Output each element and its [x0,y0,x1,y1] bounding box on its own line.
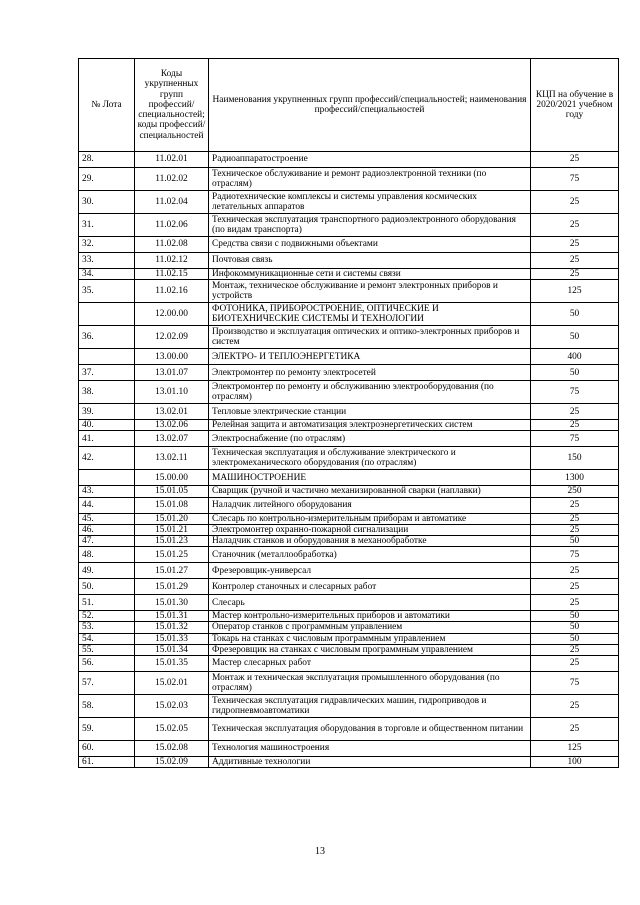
name-cell: МАШИНОСТРОЕНИЕ [209,470,531,486]
name-cell: Монтаж и техническая эксплуатация промышленного оборудования (по отраслям) [209,672,531,695]
lot-number-cell: 33. [79,253,135,269]
table-row [79,404,619,420]
kcp-cell: 25 [531,579,619,595]
name-cell: Монтаж, техническое обслуживание и ремонт электронных приборов и устройств [209,280,531,303]
code-cell: 15.01.34 [135,644,209,655]
page-number: 13 [315,846,325,857]
kcp-cell: 75 [531,381,619,404]
code-cell: 15.02.08 [135,741,209,757]
name-cell: Аддитивные технологии [209,757,531,768]
code-cell: 11.02.02 [135,168,209,191]
table-row [79,644,619,655]
table-row [79,420,619,431]
lot-number-cell: 60. [79,741,135,757]
code-cell: 13.01.07 [135,365,209,381]
kcp-cell: 50 [531,611,619,622]
code-cell: 13.02.01 [135,404,209,420]
name-cell: Сварщик (ручной и частично механизированной сварки (наплавки) [209,486,531,497]
code-cell: 15.01.05 [135,486,209,497]
table-row [79,524,619,535]
table-group-row [79,470,619,486]
kcp-cell: 50 [531,365,619,381]
table-row [79,447,619,470]
lot-number-cell: 37. [79,365,135,381]
kcp-cell: 75 [531,431,619,447]
kcp-cell: 25 [531,253,619,269]
name-cell: Технология машиностроения [209,741,531,757]
code-cell: 13.02.07 [135,431,209,447]
name-cell: Тепловые электрические станции [209,404,531,420]
code-cell: 11.02.06 [135,214,209,237]
kcp-cell: 50 [531,326,619,349]
code-cell: 15.01.21 [135,524,209,535]
lot-number-cell: 61. [79,757,135,768]
table-row [79,280,619,303]
lot-number-cell: 51. [79,595,135,611]
lot-number-cell: 41. [79,431,135,447]
code-cell: 11.02.01 [135,152,209,168]
code-cell: 15.01.20 [135,513,209,524]
lot-number-cell: 47. [79,536,135,547]
table-row [79,326,619,349]
kcp-cell: 125 [531,280,619,303]
lot-number-cell: 38. [79,381,135,404]
table-row [79,191,619,214]
code-cell: 15.02.09 [135,757,209,768]
name-cell: Радиотехнические комплексы и системы управления космических летательных аппаратов [209,191,531,214]
lot-number-cell: 56. [79,656,135,672]
header-codes: Коды укрупненных групп профессий/ специальностей; коды профессий/ специальностей [135,59,209,152]
table-group-row [79,303,619,326]
code-cell: 12.02.09 [135,326,209,349]
table-row [79,365,619,381]
table-row [79,152,619,168]
table-group-row [79,349,619,365]
code-cell: 15.01.25 [135,547,209,563]
kcp-cell: 25 [531,513,619,524]
lot-number-cell: 28. [79,152,135,168]
name-cell: Наладчик станков и оборудования в механообработке [209,536,531,547]
kcp-cell: 25 [531,718,619,741]
lot-number-cell: 31. [79,214,135,237]
table-row [79,741,619,757]
lot-number-cell: 30. [79,191,135,214]
name-cell: Производство и эксплуатация оптических и оптико-электронных приборов и систем [209,326,531,349]
table-row [79,695,619,718]
code-cell: 12.00.00 [135,303,209,326]
table-row [79,237,619,253]
lot-number-cell: 35. [79,280,135,303]
lot-number-cell: 52. [79,611,135,622]
lot-number-cell [79,303,135,326]
code-cell: 15.01.08 [135,497,209,513]
kcp-cell: 25 [531,152,619,168]
kcp-cell: 75 [531,168,619,191]
name-cell: Почтовая связь [209,253,531,269]
header-row [79,59,619,152]
header-kcp: КЦП на обучение в 2020/2021 учебном году [531,59,619,152]
header-names: Наименования укрупненных групп профессий/специальностей; наименования профессий/специальностей [209,59,531,152]
code-cell: 15.02.03 [135,695,209,718]
table-row [79,513,619,524]
code-cell: 11.02.12 [135,253,209,269]
kcp-cell: 25 [531,644,619,655]
kcp-cell: 25 [531,524,619,535]
code-cell: 15.01.27 [135,563,209,579]
lot-number-cell: 43. [79,486,135,497]
kcp-cell: 50 [531,303,619,326]
code-cell: 13.02.11 [135,447,209,470]
lot-number-cell: 50. [79,579,135,595]
lot-number-cell: 57. [79,672,135,695]
lot-number-cell: 36. [79,326,135,349]
name-cell: ЭЛЕКТРО- И ТЕПЛОЭНЕРГЕТИКА [209,349,531,365]
kcp-cell: 50 [531,536,619,547]
kcp-cell: 150 [531,447,619,470]
table-row [79,718,619,741]
name-cell: Техническая эксплуатация и обслуживание электрического и электромеханического оборудования (по отраслям) [209,447,531,470]
name-cell: Техническая эксплуатация транспортного радиоэлектронного оборудования (по видам транспорта) [209,214,531,237]
code-cell: 13.00.00 [135,349,209,365]
table-row [79,656,619,672]
table-row [79,214,619,237]
name-cell: Радиоаппаратостроение [209,152,531,168]
name-cell: Слесарь [209,595,531,611]
table-row [79,497,619,513]
code-cell: 11.02.16 [135,280,209,303]
code-cell: 15.01.33 [135,633,209,644]
kcp-cell: 50 [531,633,619,644]
name-cell: Техническая эксплуатация оборудования в торговле и общественном питании [209,718,531,741]
lot-number-cell: 53. [79,622,135,633]
code-cell: 13.02.06 [135,420,209,431]
lot-number-cell: 46. [79,524,135,535]
kcp-cell: 25 [531,237,619,253]
table-row [79,536,619,547]
name-cell: Техническое обслуживание и ремонт радиоэлектронной техники (по отраслям) [209,168,531,191]
code-cell: 15.02.01 [135,672,209,695]
kcp-cell: 25 [531,656,619,672]
name-cell: Электромонтер по ремонту и обслуживанию электрооборудования (по отраслям) [209,381,531,404]
kcp-cell: 100 [531,757,619,768]
lot-number-cell: 40. [79,420,135,431]
lot-number-cell: 32. [79,237,135,253]
name-cell: Фрезеровщик на станках с числовым программным управлением [209,644,531,655]
kcp-cell: 25 [531,595,619,611]
kcp-cell: 50 [531,622,619,633]
name-cell: Мастер слесарных работ [209,656,531,672]
name-cell: Электроснабжение (по отраслям) [209,431,531,447]
name-cell: Станочник (металлообработка) [209,547,531,563]
code-cell: 15.01.35 [135,656,209,672]
lot-number-cell: 55. [79,644,135,655]
name-cell: Электромонтер охранно-пожарной сигнализации [209,524,531,535]
code-cell: 15.01.32 [135,622,209,633]
name-cell: ФОТОНИКА, ПРИБОРОСТРОЕНИЕ, ОПТИЧЕСКИЕ И БИОТЕХНИЧЕСКИЕ СИСТЕМЫ И ТЕХНОЛОГИИ [209,303,531,326]
kcp-cell: 75 [531,672,619,695]
name-cell: Слесарь по контрольно-измерительным приборам и автоматике [209,513,531,524]
lot-number-cell: 49. [79,563,135,579]
code-cell: 15.01.30 [135,595,209,611]
name-cell: Оператор станков с программным управлением [209,622,531,633]
name-cell: Фрезеровщик-универсал [209,563,531,579]
name-cell: Контролер станочных и слесарных работ [209,579,531,595]
lot-number-cell: 45. [79,513,135,524]
name-cell: Техническая эксплуатация гидравлических машин, гидроприводов и гидропневмоавтоматики [209,695,531,718]
table-row [79,757,619,768]
kcp-cell: 250 [531,486,619,497]
document-table [78,58,619,768]
code-cell: 11.02.15 [135,269,209,280]
table-row [79,431,619,447]
code-cell: 15.01.31 [135,611,209,622]
name-cell: Токарь на станках с числовым программным управлением [209,633,531,644]
kcp-cell: 1300 [531,470,619,486]
lot-number-cell: 34. [79,269,135,280]
name-cell: Средства связи с подвижными объектами [209,237,531,253]
kcp-cell: 25 [531,497,619,513]
code-cell: 11.02.08 [135,237,209,253]
kcp-cell: 25 [531,695,619,718]
code-cell: 15.01.23 [135,536,209,547]
lot-number-cell [79,349,135,365]
table-row [79,168,619,191]
kcp-cell: 25 [531,214,619,237]
table-row [79,253,619,269]
code-cell: 11.02.04 [135,191,209,214]
header-lot-number: № Лота [79,59,135,152]
name-cell: Электромонтер по ремонту электросетей [209,365,531,381]
table-row [79,579,619,595]
table-row [79,563,619,579]
name-cell: Наладчик литейного оборудования [209,497,531,513]
table-row [79,486,619,497]
table-row [79,611,619,622]
table-row [79,269,619,280]
table-row [79,595,619,611]
lot-number-cell: 58. [79,695,135,718]
lot-number-cell: 42. [79,447,135,470]
lot-number-cell [79,470,135,486]
table-row [79,381,619,404]
name-cell: Мастер контрольно-измерительных приборов и автоматики [209,611,531,622]
table-header [79,59,619,152]
table-body [79,152,619,768]
kcp-cell: 25 [531,563,619,579]
name-cell: Инфокоммуникационные сети и системы связи [209,269,531,280]
kcp-cell: 25 [531,420,619,431]
kcp-cell: 75 [531,547,619,563]
code-cell: 15.02.05 [135,718,209,741]
kcp-cell: 25 [531,404,619,420]
lot-number-cell: 39. [79,404,135,420]
kcp-cell: 125 [531,741,619,757]
code-cell: 15.01.29 [135,579,209,595]
code-cell: 13.01.10 [135,381,209,404]
code-cell: 15.00.00 [135,470,209,486]
table-row [79,622,619,633]
kcp-cell: 400 [531,349,619,365]
lot-number-cell: 44. [79,497,135,513]
kcp-cell: 25 [531,269,619,280]
name-cell: Релейная защита и автоматизация электроэнергетических систем [209,420,531,431]
kcp-cell: 25 [531,191,619,214]
lot-number-cell: 48. [79,547,135,563]
table-row [79,547,619,563]
table-row [79,672,619,695]
lot-number-cell: 29. [79,168,135,191]
lot-number-cell: 54. [79,633,135,644]
table-row [79,633,619,644]
lot-number-cell: 59. [79,718,135,741]
